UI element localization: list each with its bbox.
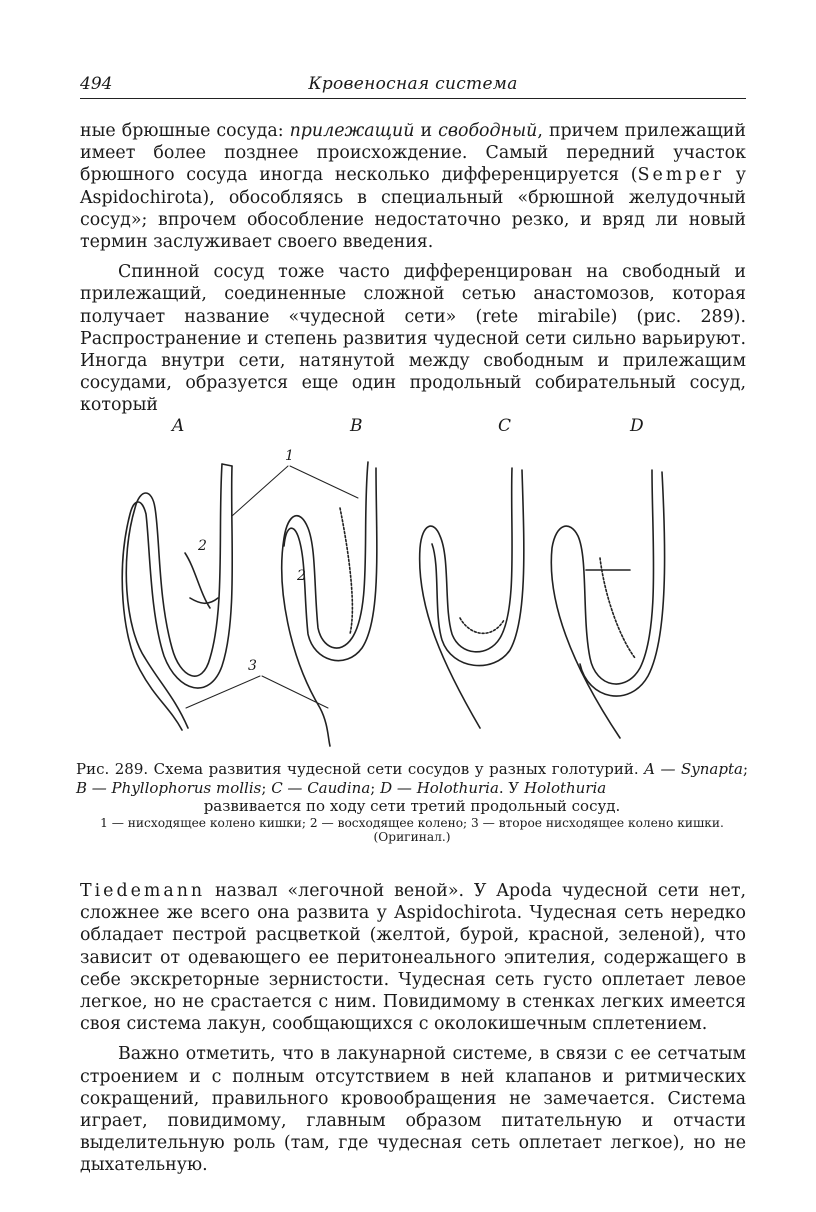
- text-run: . У: [498, 778, 525, 797]
- text-run: A — Synapta: [644, 760, 743, 778]
- figure-289: [100, 408, 716, 753]
- intestine-a: [122, 464, 232, 730]
- text-run: ;: [742, 760, 749, 778]
- text-run: прилежащий: [289, 121, 415, 141]
- callout-1: 1: [285, 448, 294, 464]
- page-header: [80, 72, 746, 99]
- text-run: C — Caudina: [271, 778, 371, 797]
- callout-2-a: 2: [198, 538, 207, 554]
- panel-label-b: B: [350, 416, 363, 436]
- paragraph-1: [80, 120, 746, 253]
- caption-prefix: Рис. 289. Схема развития чудесной сети сосудов у разных голотурий.: [76, 760, 645, 778]
- paragraph-4: Важно отметить, что в лакунарной системе, в связи с ее сетчатым строением и с полным отсутствием в ней клапанов и ритмических сокращений, правильного кровообращения не замечается. Система играет, повидимому, главным образом питательную и отчасти выделительную роль (там, где чудесная сеть оплетает легкое), но не дыхательную.: [80, 1044, 746, 1176]
- paragraph-2: Спинной сосуд тоже часто дифференцирован на свободный и прилежащий, соединенные сложной сетью анастомозов, которая получает название «чудесной сети» (rete mirabile) (рис. 289). Распространение и степень развития чудесной сети сильно варьируют. Иногда внутри сети, натянутой между свободным и прилежащим сосудами, образуется еще один продольный собирательный сосуд, который: [80, 262, 746, 416]
- text-run: D — Holothuria: [380, 778, 499, 797]
- page-number: 494: [80, 74, 113, 94]
- paragraph-3: [80, 880, 746, 1035]
- caption-main: [76, 760, 748, 797]
- caption-line-2: развивается по ходу сети третий продольный сосуд.: [203, 797, 621, 815]
- text-run: Holothuria: [524, 778, 607, 797]
- text-run: назвал «легочной веной». У Apoda чудесной сети нет, сложнее же всего она развита у Aspidochirota. Чудесная сеть нередко обладает пестрой расцветкой (желтой, бурой, красной, зеленой), что зависит от одевающего ее перитонеального эпителия, содержащего в себе экскреторные зернистости. Чудесная сеть густо оплетает левое легкое, но не срастается с ним. Повидимому в стенках легких имеется своя система лакун, сообщающихся с околокишечным сплетением.: [80, 881, 746, 1035]
- text-run: , причем прилежащий имеет более позднее происхождение. Самый передний участок брюшного сосуда иногда несколько дифференцируется (: [80, 121, 746, 186]
- text-run: ные брюшные сосуда:: [80, 121, 290, 141]
- intestine-c: [420, 468, 524, 728]
- figure-caption: [76, 760, 748, 816]
- text-run: Tiedemann: [80, 881, 206, 901]
- intestine-b: [282, 462, 377, 746]
- panel-label-c: C: [498, 416, 512, 436]
- text-run: свободный: [438, 121, 538, 141]
- text-run: и: [414, 121, 439, 141]
- panel-label-d: D: [630, 416, 644, 436]
- figure-legend: 1 — нисходящее колено кишки; 2 — восходящее колено; 3 — второе нисходящее колено кишки. (Оригинал.): [100, 816, 724, 844]
- intestine-d: [551, 470, 664, 738]
- callout-2-b: 2: [297, 568, 306, 584]
- running-title: Кровеносная система: [308, 74, 518, 94]
- text-run: ;: [370, 778, 381, 797]
- text-run: ;: [261, 778, 272, 797]
- bottom-text: [80, 880, 746, 1177]
- holothurian-intestine-drawing: [100, 408, 716, 753]
- top-text: [80, 120, 746, 417]
- text-run: B — Phyllophorus mollis: [76, 778, 262, 797]
- callout-3: 3: [248, 658, 257, 674]
- text-run: у Aspidochirota), обособляясь в специальный «брюшной желудочный сосуд»; впрочем обособление недостаточно резко, и вряд ли новый термин заслуживает своего введения.: [80, 165, 746, 253]
- panel-label-a: A: [172, 416, 185, 436]
- callout-leaders: [186, 466, 358, 708]
- text-run: Semper: [637, 165, 725, 186]
